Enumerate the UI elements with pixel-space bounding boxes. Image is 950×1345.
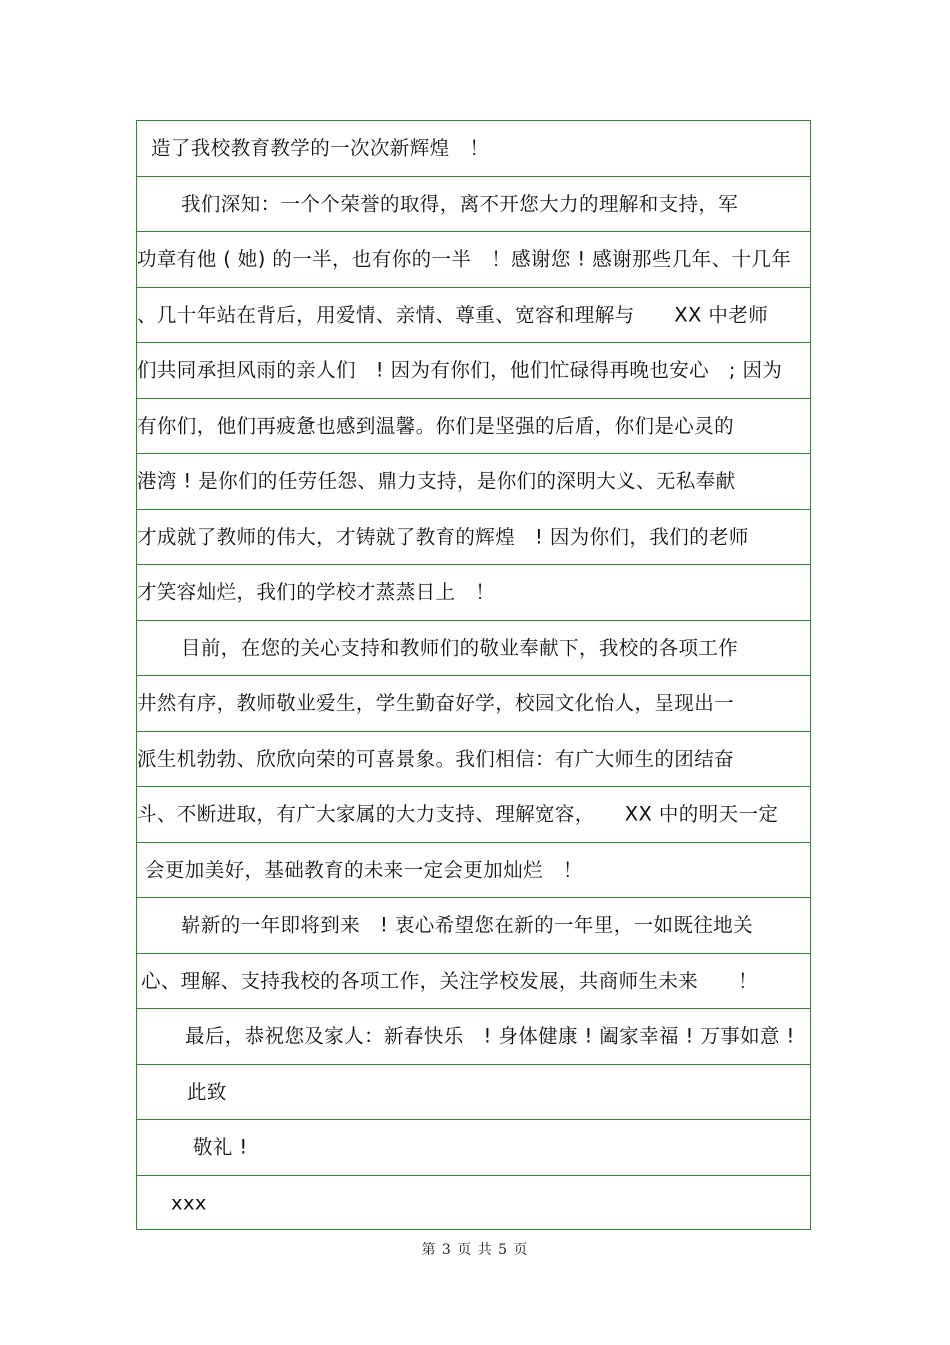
text-line: 会更加美好，基础教育的未来一定会更加灿烂 ！ bbox=[145, 858, 583, 881]
text-row bbox=[137, 454, 810, 510]
letter-page-frame bbox=[136, 120, 811, 1230]
text-row bbox=[137, 232, 810, 288]
text-row bbox=[137, 288, 810, 344]
salutation-line: 敬礼 ! bbox=[193, 1135, 248, 1159]
text-row bbox=[137, 843, 810, 899]
page-number-footer: 第 3 页 共 5 页 bbox=[421, 1242, 529, 1258]
text-row bbox=[137, 732, 810, 788]
text-row bbox=[137, 510, 810, 566]
signature-line: xxx bbox=[171, 1191, 207, 1215]
text-row bbox=[137, 1009, 810, 1065]
text-row bbox=[137, 676, 810, 732]
text-line: 崭新的一年即将到来 ! 衷心希望您在新的一年里，一如既往地关 bbox=[181, 913, 754, 937]
text-line: 派生机勃勃、欣欣向荣的可喜景象。我们相信：有广大师生的团结奋 bbox=[137, 747, 735, 770]
text-line: 才笑容灿烂，我们的学校才蒸蒸日上 ！ bbox=[137, 580, 496, 604]
text-row bbox=[137, 954, 810, 1010]
text-row bbox=[137, 898, 810, 954]
text-row bbox=[137, 343, 810, 399]
text-line: 心、理解、支持我校的各项工作，关注学校发展，共商师生未来 ！ bbox=[141, 969, 758, 992]
text-line: 、几十年站在背后，用爱情、亲情、尊重、宽容和理解与 XX 中老师 bbox=[137, 303, 769, 326]
text-row bbox=[137, 621, 810, 677]
text-row bbox=[137, 121, 810, 177]
text-line: 井然有序，教师敬业爱生，学生勤奋好学，校园文化怡人，呈现出一 bbox=[137, 691, 735, 715]
text-row bbox=[137, 1065, 810, 1121]
text-row bbox=[137, 399, 810, 455]
text-row bbox=[137, 1120, 810, 1176]
text-row bbox=[137, 565, 810, 621]
closing-line: 此致 bbox=[187, 1080, 227, 1103]
text-line: 才成就了教师的伟大，才铸就了教育的辉煌 ! 因为你们，我们的老师 bbox=[137, 525, 749, 548]
text-line: 们共同承担风雨的亲人们 ! 因为有你们，他们忙碌得再晚也安心 ; 因为 bbox=[137, 358, 783, 382]
text-line: 功章有他 ( 她) 的一半，也有你的一半 ！感谢您 ! 感谢那些几年、十几年 bbox=[137, 247, 792, 271]
text-line: 港湾 ! 是你们的任劳任怨、鼎力支持，是你们的深明大义、无私奉献 bbox=[137, 469, 736, 493]
text-line: 有你们，他们再疲惫也感到温馨。你们是坚强的后盾，你们是心灵的 bbox=[137, 414, 735, 437]
text-line: 我们深知：一个个荣誉的取得，离不开您大力的理解和支持，军 bbox=[181, 192, 739, 215]
text-line: 最后，恭祝您及家人：新春快乐 ! 身体健康 ! 阖家幸福 ! 万事如意 ! bbox=[185, 1024, 795, 1048]
text-line: 目前，在您的关心支持和教师们的敬业奉献下，我校的各项工作 bbox=[181, 636, 739, 659]
text-row bbox=[137, 177, 810, 233]
text-row bbox=[137, 787, 810, 843]
text-line: 造了我校教育教学的一次次新辉煌 ！ bbox=[151, 136, 490, 160]
text-line: 斗、不断进取，有广大家属的大力支持、理解宽容， XX 中的明天一定 bbox=[137, 802, 779, 826]
text-row bbox=[137, 1176, 810, 1232]
